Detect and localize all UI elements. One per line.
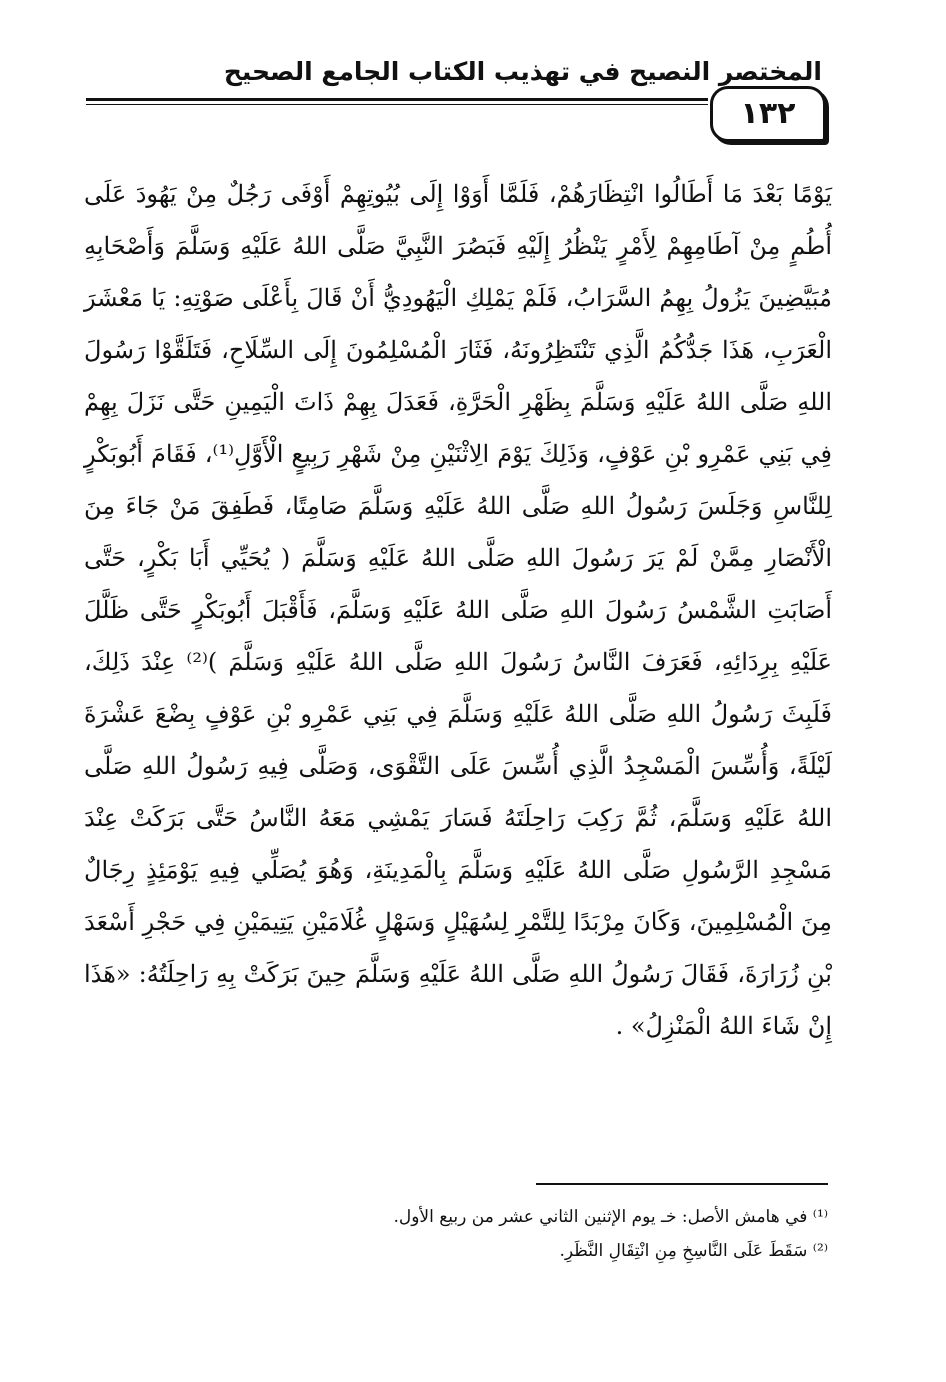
header-rule-thick xyxy=(86,98,708,101)
footnote-2: ⁽²⁾ سَقَطَ عَلَى النَّاسِخِ مِنِ انْتِقَالِ النَّظَرِ. xyxy=(559,1241,828,1261)
page-number-frame xyxy=(710,86,826,142)
page-number: ١٣٢ xyxy=(740,96,796,131)
main-text: يَوْمًا بَعْدَ مَا أَطَالُوا انْتِظَارَهُمْ، فَلَمَّا أَوَوْا إِلَى بُيُوتِهِمْ أَوْفَى رَجُلٌ مِنْ يَهُودَ عَلَى أُطُمٍ مِنْ آطَامِهِمْ لِأَمْرٍ يَنْظُرُ إِلَيْهِ فَبَصُرَ النَّبِيَّ صَلَّى اللهُ عَلَيْهِ وَسَلَّمَ وَأَصْحَابِهِ مُبَيَّضِينَ يَزُولُ بِهِمُ السَّرَابُ، فَلَمْ يَمْلِكِ الْيَهُودِيُّ أَنْ قَالَ بِأَعْلَى صَوْتِهِ: يَا مَعْشَرَ الْعَرَبِ، هَذَا جَدُّكُمُ الَّذِي تَنْتَظِرُونَهُ، فَثَارَ الْمُسْلِمُونَ إِلَى السِّلَاحِ، فَتَلَقَّوْا رَسُولَ اللهِ صَلَّى اللهُ عَلَيْهِ وَسَلَّمَ بِظَهْرِ الْحَرَّةِ، فَعَدَلَ بِهِمْ ذَاتَ الْيَمِينِ حَتَّى نَزَلَ بِهِمْ فِي بَنِي عَمْرِو بْنِ عَوْفٍ، وَذَلِكَ يَوْمَ الِاثْنَيْنِ مِنْ شَهْرِ رَبِيعٍ الْأَوَّلِ⁽¹⁾، فَقَامَ أَبُوبَكْرٍ لِلنَّاسِ وَجَلَسَ رَسُولُ اللهِ صَلَّى اللهُ عَلَيْهِ وَسَلَّمَ صَامِتًا، فَطَفِقَ مَنْ جَاءَ مِنَ الْأَنْصَارِ مِمَّنْ لَمْ يَرَ رَسُولَ اللهِ صَلَّى اللهُ عَلَيْهِ وَسَلَّمَ ( يُحَيِّي أَبَا بَكْرٍ، حَتَّى أَصَابَتِ الشَّمْسُ رَسُولَ اللهِ صَلَّى اللهُ عَلَيْهِ وَسَلَّمَ، فَأَقْبَلَ أَبُوبَكْرٍ حَتَّى ظَلَّلَ عَلَيْهِ بِرِدَائِهِ، فَعَرَفَ النَّاسُ رَسُولَ اللهِ صَلَّى اللهُ عَلَيْهِ وَسَلَّمَ )⁽²⁾ عِنْدَ ذَلِكَ، فَلَبِثَ رَسُولُ اللهِ صَلَّى اللهُ عَلَيْهِ وَسَلَّمَ فِي بَنِي عَمْرِو بْنِ عَوْفٍ بِضْعَ عَشْرَةَ لَيْلَةً، وَأُسِّسَ الْمَسْجِدُ الَّذِي أُسِّسَ عَلَى التَّقْوَى، وَصَلَّى فِيهِ رَسُولُ اللهِ صَلَّى اللهُ عَلَيْهِ وَسَلَّمَ، ثُمَّ رَكِبَ رَاحِلَتَهُ فَسَارَ يَمْشِي مَعَهُ النَّاسُ حَتَّى بَرَكَتْ عِنْدَ مَسْجِدِ الرَّسُولِ صَلَّى اللهُ عَلَيْهِ وَسَلَّمَ بِالْمَدِينَةِ، وَهُوَ يُصَلِّي فِيهِ يَوْمَئِذٍ رِجَالٌ مِنَ الْمُسْلِمِينَ، وَكَانَ مِرْبَدًا لِلتَّمْرِ لِسُهَيْلٍ وَسَهْلٍ غُلَامَيْنِ يَتِيمَيْنِ فِي حَجْرِ أَسْعَدَ بْنِ زُرَارَةَ، فَقَالَ رَسُولُ اللهِ صَلَّى اللهُ عَلَيْهِ وَسَلَّمَ حِينَ بَرَكَتْ بِهِ رَاحِلَتُهُ: «هَذَا إِنْ شَاءَ اللهُ الْمَنْزِلُ» . xyxy=(84,180,832,1040)
footnote-separator xyxy=(536,1183,828,1185)
page-header xyxy=(86,54,826,144)
header-rule-thin xyxy=(86,104,708,105)
book-title: المختصر النصيح في تهذيب الكتاب الجامع الصحيح xyxy=(223,57,822,86)
footnote-1: ⁽¹⁾ في هامش الأصل: خـ يوم الإثنين الثاني عشر من ربيع الأول. xyxy=(393,1207,828,1227)
footnotes xyxy=(200,1200,828,1268)
